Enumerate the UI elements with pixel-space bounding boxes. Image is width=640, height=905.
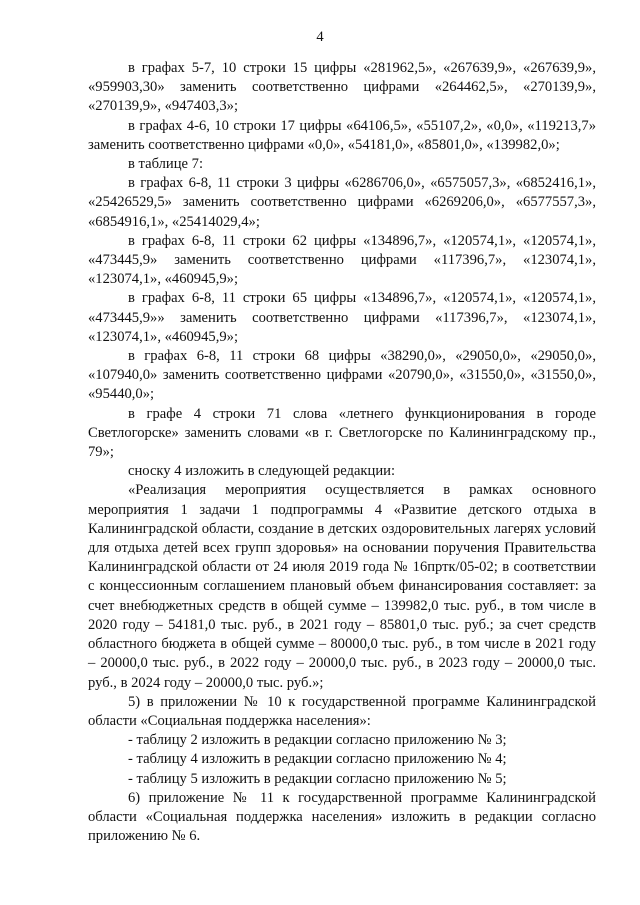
list-item: - таблицу 5 изложить в редакции согласно приложению № 5; [128, 770, 507, 787]
paragraph: сноску 4 изложить в следующей редакции: [128, 463, 396, 480]
paragraph: в графах 5-7, 10 строки 15 цифры «281962,5», «267639,9», «267639,9», «959903,30» заменить соответственно цифрами «264462,5», «270139,9», «270139,9», «947403,3»; [88, 60, 596, 115]
paragraph: 6) приложение № 11 к государственной программе Калининградской области «Социальная поддержка населения» изложить в редакции согласно приложению № 6. [88, 789, 596, 845]
paragraph: в графах 6-8, 11 строки 62 цифры «134896,7», «120574,1», «120574,1», «473445,9» заменить соответственно цифрами «117396,7», «123074,1», «123074,1», «460945,9»; [88, 232, 596, 288]
paragraph: в графах 4-6, 10 строки 17 цифры «64106,5», «55107,2», «0,0», «119213,7» заменить соответственно цифрами «0,0», «54181,0», «85801,0», «139982,0»; [88, 117, 596, 153]
document-body [88, 59, 596, 846]
footnote-text: «Реализация мероприятия осуществляется в рамках основного мероприятия 1 задачи 1 подпрограммы 4 «Развитие детского отдыха в Калининградской области, создание в детских оздоровительных лагерях условий для отдыха детей всех групп здоровья» на основании поручения Правительства Калининградской области от 24 июля 2019 года № 16пртк/05-02; в соответствии с концессионным соглашением плановый объем финансирования составляет: за счет внебюджетных средств в общей сумме – 139982,0 тыс. руб., в том числе в 2020 году – 54181,0 тыс. руб., в 2021 году – 85801,0 тыс. руб.; за счет средств областного бюджета в общей сумме – 80000,0 тыс. руб., в том числе в 2021 году – 20000,0 тыс. руб., в 2022 году – 20000,0 тыс. руб., в 2023 году – 20000,0 тыс. руб., в 2024 году – 20000,0 тыс. руб.»; [88, 482, 596, 691]
list-item: - таблицу 4 изложить в редакции согласно приложению № 4; [128, 751, 507, 768]
paragraph: 5) в приложении № 10 к государственной программе Калининградской области «Социальная поддержка населения»: [88, 693, 596, 729]
paragraph: в графах 6-8, 11 строки 65 цифры «134896,7», «120574,1», «120574,1», «473445,9»» заменить соответственно цифрами «117396,7», «123074,1», «123074,1», «460945,9»; [88, 290, 596, 345]
page-number: 4 [316, 29, 324, 45]
paragraph: в графе 4 строки 71 слова «летнего функционирования в городе Светлогорске» заменить словами «в г. Светлогорске по Калининградскому пр., 79»; [88, 405, 596, 461]
paragraph: в таблице 7: [128, 156, 204, 173]
list-item: - таблицу 2 изложить в редакции согласно приложению № 3; [128, 732, 507, 749]
paragraph: в графах 6-8, 11 строки 68 цифры «38290,0», «29050,0», «29050,0», «107940,0» заменить соответственно цифрами «20790,0», «31550,0», «31550,0», «95440,0»; [88, 348, 596, 403]
paragraph: в графах 6-8, 11 строки 3 цифры «6286706,0», «6575057,3», «6852416,1», «25426529,5» заменить соответственно цифрами «6269206,0», «6577557,3», «6854916,1», «25414029,4»; [88, 175, 596, 230]
